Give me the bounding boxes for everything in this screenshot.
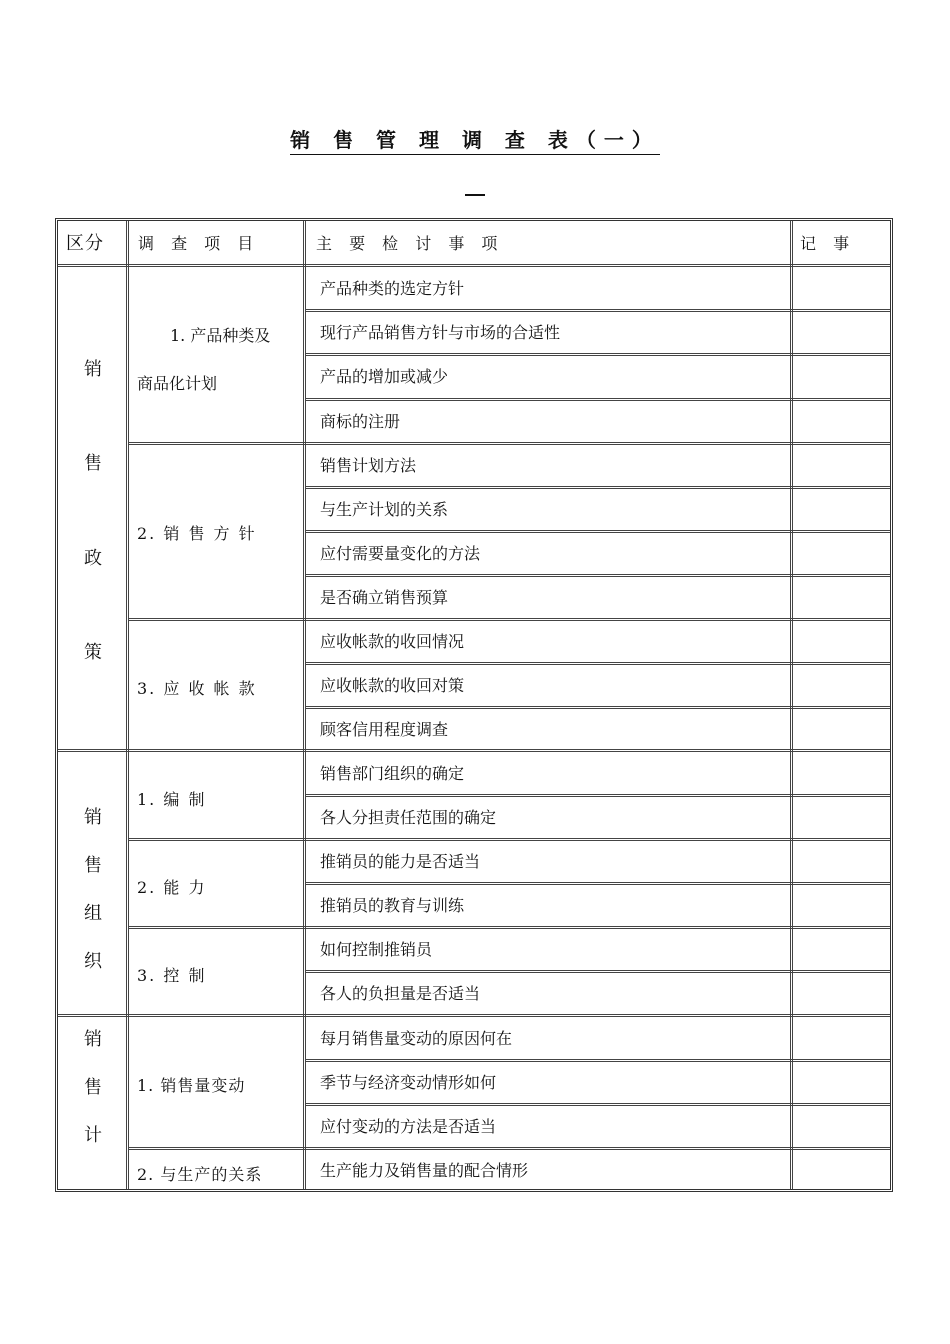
header-area: 区分	[66, 233, 104, 254]
header-item: 调 查 项 目	[138, 234, 260, 253]
category-label: 1. 产品种类及	[170, 326, 271, 345]
category-label: 3. 控 制	[137, 966, 207, 985]
check-item: 销售部门组织的确定	[320, 764, 465, 783]
check-item: 顾客信用程度调查	[320, 720, 449, 739]
category-label: 2. 销 售 方 针	[137, 524, 257, 543]
area-sales-policy	[58, 267, 128, 751]
check-item: 推销员的能力是否适当	[320, 852, 481, 871]
area-char: 组	[84, 903, 102, 924]
title-dash	[465, 194, 485, 196]
row-divider	[129, 618, 890, 621]
category-label: 1. 编 制	[137, 790, 207, 809]
area-char: 政	[84, 548, 102, 569]
check-item: 现行产品销售方针与市场的合适性	[320, 323, 561, 342]
check-item: 是否确立销售预算	[320, 588, 449, 607]
row-divider	[129, 442, 890, 445]
area-char: 销	[84, 807, 102, 828]
check-item: 应付需要量变化的方法	[320, 544, 481, 563]
check-item: 如何控制推销员	[320, 940, 433, 959]
check-item: 各人的负担量是否适当	[320, 984, 481, 1003]
section-divider	[58, 749, 890, 752]
row-divider	[129, 838, 890, 841]
check-item: 各人分担责任范围的确定	[320, 808, 497, 827]
check-item: 生产能力及销售量的配合情形	[320, 1161, 529, 1180]
area-char: 织	[84, 951, 102, 972]
check-item: 每月销售量变动的原因何在	[320, 1029, 513, 1048]
col-divider	[790, 221, 793, 1189]
check-item: 应收帐款的收回情况	[320, 632, 465, 651]
check-item: 推销员的教育与训练	[320, 896, 465, 915]
survey-table	[55, 218, 893, 1192]
area-char: 策	[84, 642, 102, 663]
category-label: 3. 应 收 帐 款	[137, 679, 257, 698]
row-divider	[129, 926, 890, 929]
page-title: 销 售 管 理 调 查 表（一）	[0, 124, 950, 153]
area-char: 售	[84, 855, 102, 876]
check-item: 商标的注册	[320, 412, 401, 431]
area-char: 计	[84, 1125, 102, 1146]
area-char: 售	[84, 453, 102, 474]
header-note: 记 事	[800, 234, 856, 253]
check-item: 应付变动的方法是否适当	[320, 1117, 497, 1136]
area-char: 售	[84, 1077, 102, 1098]
check-item: 季节与经济变动情形如何	[320, 1073, 497, 1092]
check-item: 应收帐款的收回对策	[320, 676, 465, 695]
header-points: 主 要 检 讨 事 项	[316, 234, 504, 253]
category-label: 2. 能 力	[137, 878, 207, 897]
col-divider	[303, 221, 306, 1189]
check-item: 销售计划方法	[320, 456, 417, 475]
check-item: 产品种类的选定方针	[320, 279, 465, 298]
check-item: 与生产计划的关系	[320, 500, 449, 519]
row-divider	[58, 264, 890, 267]
area-char: 销	[84, 1029, 102, 1050]
category-label: 商品化计划	[137, 374, 218, 393]
category-label: 1. 销售量变动	[137, 1076, 246, 1095]
check-item: 产品的增加或减少	[320, 367, 449, 386]
area-char: 销	[84, 359, 102, 380]
category-label: 2. 与生产的关系	[137, 1165, 263, 1184]
area-sales-organization	[58, 752, 128, 1014]
area-sales-plan	[58, 1017, 128, 1191]
